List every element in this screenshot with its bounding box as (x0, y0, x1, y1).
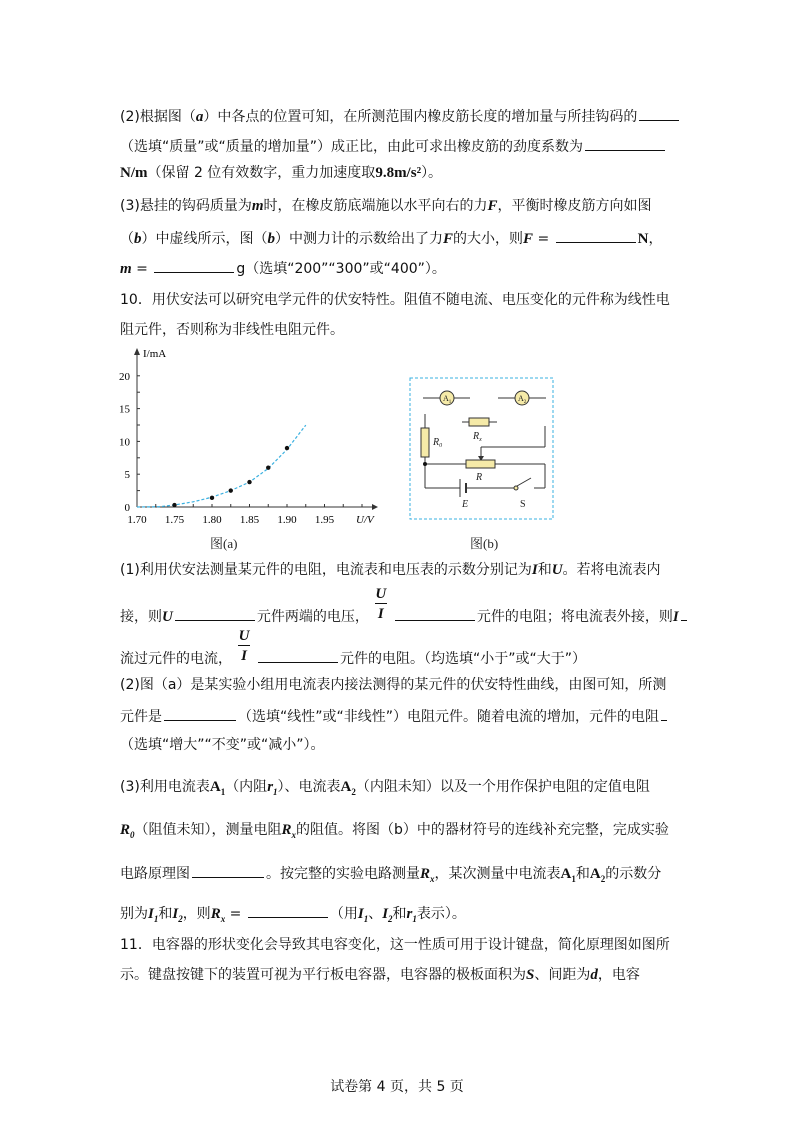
iv-characteristic-chart (110, 345, 390, 525)
math-symbol (120, 822, 135, 838)
text: 和 (537, 562, 552, 578)
math-symbol (375, 165, 421, 181)
page-footer: 试卷第 4 页，共 5 页 (330, 1079, 464, 1095)
text: 和 (575, 866, 590, 882)
text: （用 (329, 906, 358, 922)
battery-icon (460, 479, 466, 497)
text: 、 (368, 906, 383, 922)
text-line (120, 735, 325, 755)
math-symbol (148, 906, 158, 922)
text: (2)根据图（ (120, 109, 196, 125)
text-line (120, 227, 663, 247)
symbol: m (120, 261, 132, 277)
text-line (120, 320, 344, 340)
text: ）。 (421, 165, 443, 181)
text: ）、电流表 (277, 779, 341, 795)
symbol: 9.8m/s² (375, 165, 422, 181)
resistor-rx-icon (469, 418, 489, 426)
answer-blank[interactable] (248, 902, 328, 918)
symbol: I (172, 906, 179, 922)
math-symbol (407, 906, 417, 922)
text: 表示）。 (416, 906, 466, 922)
math-symbol (443, 231, 453, 247)
fraction-u-over-i (375, 586, 387, 625)
fraction-den: I (377, 606, 384, 622)
answer-blank[interactable] (556, 227, 636, 243)
text: ）中各点的位置可知，在所测范围内橡皮筋长度的增加量与所挂钩码的 (203, 109, 638, 125)
subscript: 2 (178, 914, 183, 924)
text-line (120, 560, 661, 580)
math-symbol (210, 779, 225, 795)
text: 11．电容器的形状变化会导致其电容变化，这一性质可用于设计键盘，简化原理图如图所 (120, 937, 670, 953)
junction-dot (423, 462, 427, 466)
symbol: b (267, 231, 275, 247)
resistor-r0-icon (421, 428, 429, 457)
text: 元件的电阻；将电流表外接，则 (476, 609, 673, 625)
symbol: A (560, 866, 572, 882)
x-tick-label: 1.80 (202, 514, 222, 525)
fraction-u-over-i (238, 628, 250, 667)
subscript: 2 (351, 787, 356, 797)
text: 流过元件的电流， (120, 651, 232, 667)
symbol: I (672, 609, 679, 625)
text: ，电容 (597, 967, 640, 983)
symbol: R (210, 906, 221, 922)
text-line (120, 820, 669, 840)
text: (1)利用伏安法测量某元件的电阻，电流表和电压表的示数分别记为 (120, 562, 532, 578)
symbol: d (590, 967, 598, 983)
text: （保留 2 位有效数字，重力加速度取 (147, 165, 376, 181)
figure-b-caption: 图(b) (470, 536, 499, 551)
data-point (172, 503, 176, 507)
text: 的大小，则 (453, 231, 524, 247)
text: (2)图（a）是某实验小组用电流表内接法测得的某元件的伏安特性曲线，由图可知，所测 (120, 677, 667, 693)
a1-label: A (443, 394, 449, 403)
math-symbol (382, 906, 392, 922)
math-symbol (172, 906, 182, 922)
math-symbol (638, 231, 649, 247)
math-symbol (282, 822, 297, 838)
rx-label: R (473, 431, 480, 442)
x-tick-label: 1.75 (164, 514, 185, 525)
answer-blank[interactable] (681, 605, 687, 621)
math-symbol (673, 609, 679, 625)
y-tick-label: 5 (124, 469, 130, 482)
math-symbol (523, 231, 533, 247)
s-label: S (520, 499, 526, 510)
data-point (285, 446, 289, 450)
symbol: I (148, 906, 154, 922)
subscript: 1 (273, 787, 278, 797)
x-axis-arrow-icon (372, 504, 378, 510)
text: ，某次测量中电流表 (434, 866, 561, 882)
symbol: I (382, 906, 389, 922)
text-line (120, 135, 667, 155)
symbol: U (162, 609, 173, 625)
text: 接，则 (120, 609, 162, 625)
answer-blank[interactable] (175, 605, 255, 621)
subscript: 1 (571, 874, 576, 884)
symbol: F (523, 231, 534, 247)
circuit-diagram (400, 370, 565, 525)
text: 示。键盘按键下的装置可视为平行板电容器，电容器的极板面积为 (120, 967, 526, 983)
math-symbol (162, 609, 173, 625)
symbol: R (420, 866, 431, 882)
math-symbol (268, 231, 276, 247)
figure-a-caption: 图(a) (210, 536, 238, 551)
x-tick-label: 1.95 (314, 514, 335, 525)
x-axis-label: U/V (356, 514, 374, 525)
subscript: x (430, 874, 435, 884)
data-point (266, 466, 270, 470)
text: （阻值未知），测量电阻 (134, 822, 282, 838)
math-symbol (552, 562, 563, 578)
symbol: I (531, 562, 538, 578)
symbol: R (281, 822, 292, 838)
math-symbol (561, 866, 576, 882)
symbol: R (120, 822, 131, 838)
text: (3)利用电流表 (120, 779, 210, 795)
text-line (120, 105, 681, 125)
text: (3)悬挂的钩码质量为 (120, 198, 252, 214)
y-tick-label: 10 (119, 436, 130, 449)
text-line (120, 196, 652, 216)
math-symbol (590, 967, 598, 983)
fraction-num: U (238, 628, 250, 644)
math-symbol (488, 198, 498, 214)
text: 元件两端的电压， (256, 609, 369, 625)
answer-blank[interactable] (639, 105, 679, 121)
text: 元件是 (120, 709, 162, 725)
answer-blank[interactable] (661, 705, 667, 721)
text: 电路原理图 (120, 866, 190, 882)
symbol: a (195, 109, 204, 125)
a2-label: A (518, 394, 524, 403)
text: 的阻值。将图（b）中的器材符号的连线补充完整，完成实验 (296, 822, 669, 838)
fit-curve (137, 425, 306, 507)
text-line (120, 628, 587, 667)
text: 10．用伏安法可以研究电学元件的伏安特性。阻值不随电流、电压变化的元件称为线性电 (120, 292, 670, 308)
svg-text:Rx (472, 431, 482, 443)
symbol: r (267, 779, 274, 795)
symbol: U (551, 562, 563, 578)
text: ）中测力计的示数给出了力 (275, 231, 443, 247)
text-line (120, 705, 669, 725)
r-label: R (476, 472, 483, 483)
symbol: F (487, 198, 498, 214)
e-label: E (462, 499, 469, 510)
answer-blank[interactable] (154, 257, 234, 273)
text: ，平衡时橡皮筋方向如图 (497, 198, 652, 214)
text: （内阻 (225, 779, 268, 795)
text-line (120, 777, 650, 797)
r0-label: R (433, 437, 440, 448)
text-line (120, 862, 661, 882)
text: 、间距为 (534, 967, 591, 983)
data-point (247, 480, 251, 484)
text: （ (120, 231, 134, 247)
subscript: 0 (130, 830, 135, 840)
text: ，则 (182, 906, 211, 922)
fraction-den: I (241, 648, 247, 664)
text: 和 (158, 906, 173, 922)
text-line (120, 586, 689, 625)
math-symbol (341, 779, 356, 795)
text: g（选填“200”“300”或“400”）。 (236, 261, 446, 277)
math-symbol (211, 906, 226, 922)
text-line (120, 257, 446, 277)
subscript: x (220, 914, 226, 924)
math-symbol (120, 165, 148, 181)
data-point (229, 488, 233, 492)
y-axis-label: I/mA (143, 348, 167, 360)
subscript: 1 (220, 787, 226, 797)
subscript: x (291, 830, 297, 840)
subscript: 2 (388, 914, 393, 924)
text: （内阻未知）以及一个用作保护电阻的定值电阻 (355, 779, 650, 795)
data-point (210, 496, 214, 500)
text: ）中虚线所示，图（ (141, 231, 268, 247)
symbol: I (357, 906, 364, 922)
text: = (533, 231, 554, 247)
text-line (120, 902, 466, 922)
x-tick-label: 1.70 (127, 514, 147, 525)
symbol: A (340, 779, 352, 795)
a2-sub: 2 (523, 400, 527, 405)
symbol: b (134, 231, 142, 247)
text: = (131, 261, 153, 277)
switch-contact (514, 486, 518, 490)
text: 时，在橡皮筋底端施以水平向右的力 (263, 198, 488, 214)
math-symbol (134, 231, 142, 247)
text: = (225, 906, 246, 922)
math-symbol (420, 866, 435, 882)
svg-text:R0 (432, 437, 442, 449)
text: 别为 (120, 906, 148, 922)
symbol: S (526, 967, 535, 983)
text: 元件的电阻。（均选填“小于”或“大于”） (340, 651, 587, 667)
symbol: r (406, 906, 413, 922)
text: 。若将电流表内 (562, 562, 661, 578)
text: （选填“增大”“不变”或“减小”）。 (120, 737, 325, 753)
answer-blank[interactable] (258, 647, 338, 663)
text-line (120, 965, 640, 985)
math-symbol (590, 866, 605, 882)
text: （选填“质量”或“质量的增加量”）成正比，由此可求出橡皮筋的劲度系数为 (120, 139, 584, 155)
math-symbol (120, 261, 132, 277)
subscript: 1 (153, 914, 159, 924)
y-tick-label: 15 (119, 403, 130, 416)
rx-sub: x (479, 437, 482, 443)
symbol: A (589, 866, 601, 882)
text: 。按完整的实验电路测量 (266, 866, 420, 882)
text-line (120, 290, 670, 310)
x-tick-label: 1.90 (277, 514, 297, 525)
a1-sub: 1 (448, 400, 452, 405)
x-tick-label: 1.85 (239, 514, 260, 525)
y-axis-arrow-icon (134, 348, 140, 355)
y-tick-label: 0 (124, 502, 130, 514)
math-symbol (358, 906, 368, 922)
symbol: N (637, 231, 649, 247)
math-symbol (267, 779, 277, 795)
subscript: 1 (363, 914, 369, 924)
text: （选填“线性”或“非线性”）电阻元件。随着电流的增加，元件的电阻 (238, 709, 660, 725)
text: 的示数分 (605, 866, 662, 882)
math-symbol (252, 198, 264, 214)
symbol: m (251, 198, 264, 214)
answer-blank[interactable] (395, 605, 475, 621)
answer-blank[interactable] (585, 135, 665, 151)
symbol: N/m (120, 165, 148, 181)
symbol: F (443, 231, 454, 247)
text-line (120, 935, 670, 955)
symbol: A (209, 779, 221, 795)
subscript: 2 (600, 874, 606, 884)
subscript: 1 (412, 914, 417, 924)
text: 阻元件，否则称为非线性电阻元件。 (120, 322, 344, 338)
answer-blank[interactable] (164, 705, 236, 721)
text: 和 (392, 906, 407, 922)
r0-sub: 0 (439, 443, 443, 449)
answer-blank[interactable] (192, 862, 264, 878)
y-tick-label: 20 (119, 370, 130, 383)
text: ， (648, 231, 663, 247)
fraction-num: U (375, 586, 387, 602)
text-line (120, 675, 666, 695)
rheostat-r-icon (466, 460, 495, 468)
text-line (120, 163, 442, 183)
